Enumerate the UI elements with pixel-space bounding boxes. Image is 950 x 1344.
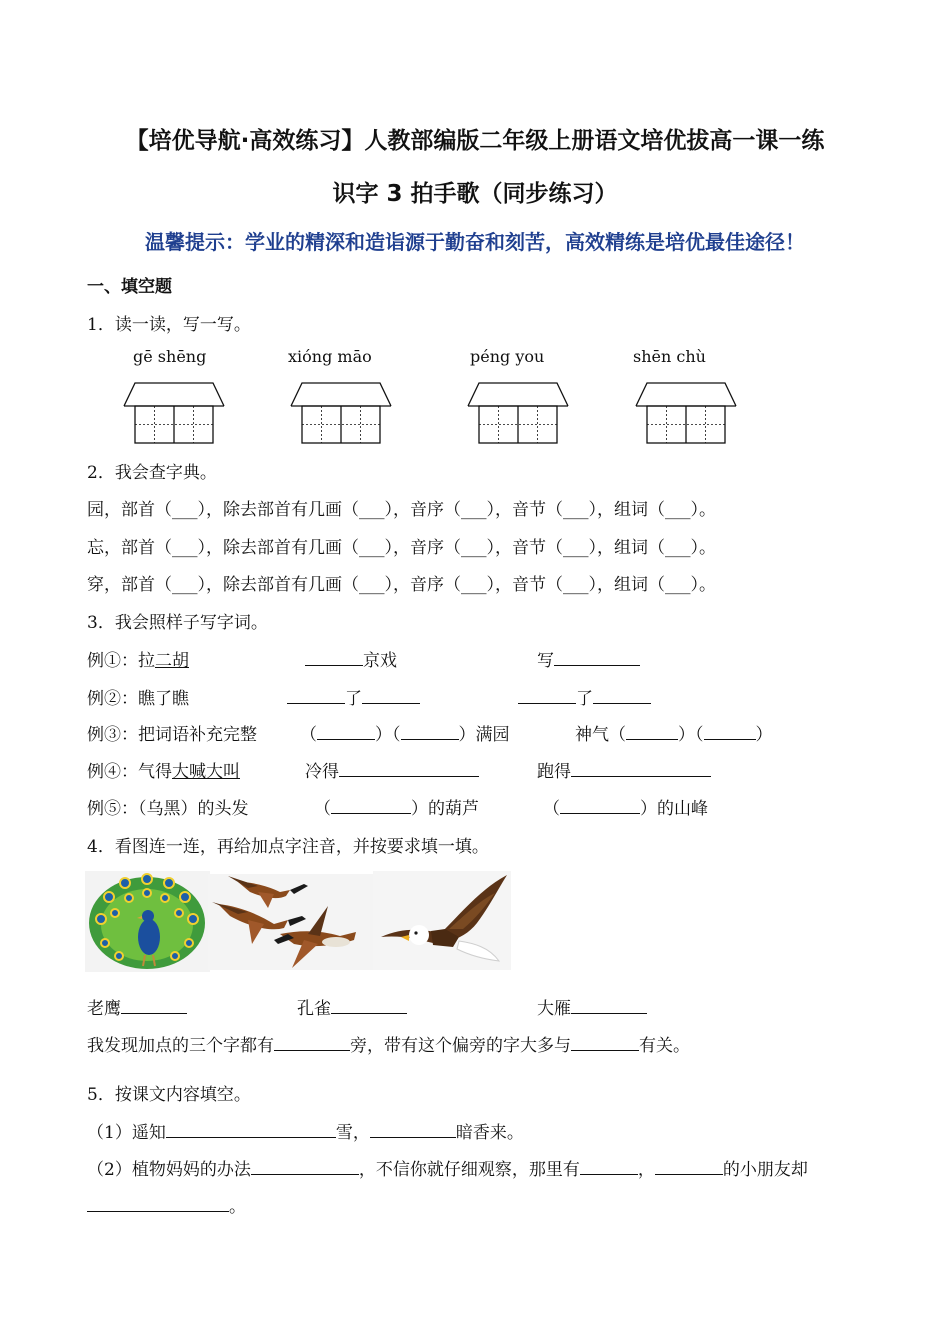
example-1-answer-b: 写 [537, 646, 640, 671]
blank[interactable] [305, 649, 363, 666]
example-1-answer-a: 京戏 [305, 646, 397, 671]
example-5-answer-a: （ ）的葫芦 [314, 799, 479, 819]
question-3-label: 3．我会照样子写字词。 [87, 613, 268, 633]
example-2-answer-b: 了 [518, 684, 651, 709]
writing-box-4[interactable] [635, 381, 737, 445]
question-1-label: 1．读一读，写一写。 [87, 315, 251, 335]
example-4-underlined: 大喊大叫 [172, 762, 240, 782]
blank[interactable] [331, 797, 411, 814]
pinyin-1: gē shēng [133, 347, 207, 366]
question-5-label: 5．按课文内容填空。 [87, 1085, 251, 1105]
pinyin-2: xióng māo [288, 347, 372, 366]
dictionary-row-3: 穿，部首（___），除去部首有几画（___），音序（___），音节（___），组词（___）。 [87, 575, 716, 595]
blank[interactable] [287, 687, 345, 704]
dictionary-row-1: 园，部首（___），除去部首有几画（___），音序（___），音节（___），组词（___）。 [87, 500, 716, 520]
blank[interactable] [339, 760, 479, 777]
blank[interactable] [571, 1034, 639, 1051]
blank[interactable] [626, 723, 678, 740]
match-item-peacock: 孔雀 [297, 994, 407, 1019]
blank[interactable] [571, 997, 647, 1014]
blank[interactable] [87, 1195, 229, 1212]
blank[interactable] [518, 687, 576, 704]
dictionary-row-2: 忘，部首（___），除去部首有几画（___），音序（___），音节（___），组词（___）。 [87, 538, 716, 558]
wild-geese-image[interactable] [208, 874, 373, 970]
example-4: 例④：气得大喊大叫 [87, 762, 240, 782]
blank[interactable] [401, 723, 459, 740]
tip-banner: 温馨提示：学业的精深和造诣源于勤奋和刻苦，高效精练是培优最佳途径！ [145, 230, 805, 254]
question-4-label: 4．看图连一连，再给加点字注音，并按要求填一填。 [87, 837, 489, 857]
recite-item-2: （2）植物妈妈的办法 ，不信你就仔细观察，那里有 ， 的小朋友却 [87, 1160, 808, 1180]
blank[interactable] [121, 997, 187, 1014]
example-1: 例①：拉二胡 [87, 651, 189, 671]
recite-item-2-continued: 。 [87, 1192, 246, 1217]
writing-box-1[interactable] [123, 381, 225, 445]
example-3-answer-b: 神气（ ）（ ） [575, 725, 773, 745]
radical-sentence: 我发现加点的三个字都有 旁，带有这个偏旁的字大多与 有关。 [87, 1036, 690, 1056]
blank[interactable] [571, 760, 711, 777]
pinyin-4: shēn chù [633, 347, 706, 366]
example-5-answer-b: （ ）的山峰 [543, 799, 708, 819]
blank[interactable] [331, 997, 407, 1014]
blank[interactable] [554, 649, 640, 666]
pinyin-3: péng you [470, 347, 545, 366]
eagle-image[interactable] [373, 871, 511, 970]
blank[interactable] [580, 1158, 638, 1175]
blank[interactable] [655, 1158, 723, 1175]
writing-box-2[interactable] [290, 381, 392, 445]
example-5: 例⑤：（乌黑）的头发 [87, 799, 249, 819]
peacock-image[interactable] [85, 871, 210, 972]
section-heading-fill-blanks: 一、填空题 [87, 277, 172, 297]
example-4-answer-a: 冷得 [305, 757, 479, 782]
blank[interactable] [704, 723, 756, 740]
blank[interactable] [251, 1158, 359, 1175]
example-2: 例②：瞧了瞧 [87, 689, 189, 709]
example-1-underlined: 二胡 [155, 651, 189, 671]
blank[interactable] [593, 687, 651, 704]
example-3-answer-a: （ ）（ ）满园 [300, 725, 510, 745]
question-2-label: 2．我会查字典。 [87, 463, 217, 483]
page-title-line1: 【培优导航·高效练习】人教部编版二年级上册语文培优拔高一课一练 [125, 128, 825, 154]
page-title-line2: 识字 3 拍手歌（同步练习） [332, 181, 618, 207]
match-item-goose: 大雁 [537, 994, 647, 1019]
writing-box-3[interactable] [467, 381, 569, 445]
blank[interactable] [274, 1034, 350, 1051]
blank[interactable] [166, 1121, 336, 1138]
blank[interactable] [370, 1121, 456, 1138]
match-item-eagle: 老鹰 [87, 994, 187, 1019]
blank[interactable] [317, 723, 375, 740]
recite-item-1: （1）遥知 雪， 暗香来。 [87, 1123, 524, 1143]
blank[interactable] [560, 797, 640, 814]
example-4-answer-b: 跑得 [537, 757, 711, 782]
example-3: 例③：把词语补充完整 [87, 725, 257, 745]
blank[interactable] [362, 687, 420, 704]
example-2-answer-a: 了 [287, 684, 420, 709]
